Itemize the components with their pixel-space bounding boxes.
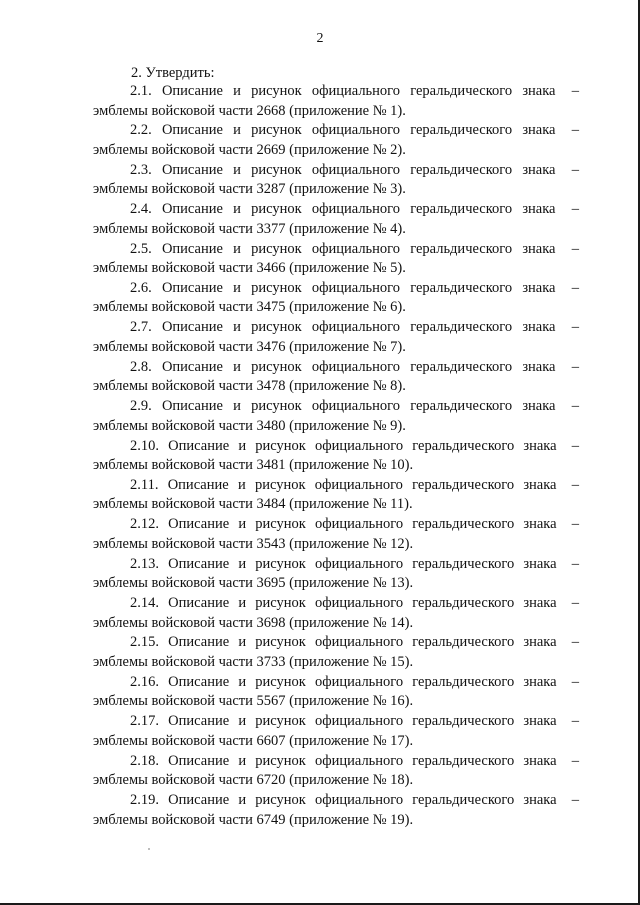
- list-item-word: официального: [311, 201, 401, 218]
- list-item-word: знака: [523, 752, 557, 769]
- list-item-word: Описание: [168, 634, 230, 651]
- list-item-second-line: эмблемы войсковой части 2668 (приложение № 1).: [93, 102, 406, 119]
- list-item-first-line: [93, 791, 579, 811]
- list-item-dash: –: [571, 240, 579, 257]
- list-item-word: рисунок: [254, 476, 306, 493]
- list-item-word: и: [233, 279, 241, 296]
- list-item-word: официального: [314, 673, 404, 690]
- list-item-word: рисунок: [251, 398, 302, 415]
- list-item-word: Описание: [161, 279, 223, 296]
- list-item: [93, 200, 579, 239]
- list-item-second-line: эмблемы войсковой части 6607 (приложение № 17).: [93, 732, 414, 749]
- list-item-dash: –: [571, 437, 579, 454]
- list-item-second-line: эмблемы войсковой части 3481 (приложение № 10).: [93, 457, 414, 474]
- list-item-word: рисунок: [255, 713, 306, 730]
- list-item-word: и: [238, 595, 247, 612]
- list-item-word: рисунок: [251, 319, 302, 336]
- list-item: [93, 594, 579, 633]
- list-item-word: рисунок: [251, 358, 302, 375]
- list-item-word: знака: [523, 437, 557, 454]
- list-item-word: и: [238, 516, 247, 533]
- list-item-word: официального: [311, 122, 401, 139]
- list-item-word: и: [233, 358, 241, 375]
- list-item-number: 2.5.: [130, 240, 152, 257]
- list-item-first-line: [93, 358, 579, 378]
- list-item-first-line: [93, 752, 579, 772]
- list-item-word: Описание: [168, 516, 230, 533]
- list-item-word: и: [233, 240, 241, 257]
- list-item-word: рисунок: [251, 279, 302, 296]
- list-item-number: 2.18.: [130, 752, 159, 769]
- list-item-first-line: [93, 318, 579, 338]
- list-item-second-line: эмблемы войсковой части 3377 (приложение № 4).: [93, 220, 406, 237]
- list-item-word: знака: [523, 713, 557, 730]
- list-item-dash: –: [571, 201, 579, 218]
- list-item-word: знака: [523, 555, 557, 572]
- list-item-word: и: [238, 713, 247, 730]
- list-item-word: и: [233, 122, 241, 139]
- list-item: [93, 476, 579, 515]
- list-item-dash: –: [571, 713, 579, 730]
- list-item-word: и: [237, 476, 246, 493]
- list-item-number: 2.19.: [130, 792, 159, 809]
- list-item-number: 2.3.: [130, 161, 152, 178]
- list-item-first-line: [93, 121, 579, 141]
- list-item-word: Описание: [161, 83, 223, 99]
- list-item-word: знака: [522, 240, 556, 257]
- list-item-word: рисунок: [255, 555, 306, 572]
- list-item-word: рисунок: [255, 673, 306, 690]
- list-item-word: геральдического: [410, 358, 513, 375]
- list-item-word: геральдического: [412, 713, 515, 730]
- list-item-dash: –: [571, 516, 579, 533]
- list-item-number: 2.10.: [130, 437, 159, 454]
- list-item-word: Описание: [168, 713, 230, 730]
- list-item-word: официального: [314, 752, 404, 769]
- list-item-word: и: [238, 752, 247, 769]
- list-item: [93, 121, 579, 160]
- list-item-dash: –: [571, 634, 579, 651]
- list-item-word: и: [238, 634, 247, 651]
- list-item-dash: –: [571, 752, 579, 769]
- list-item-dash: –: [571, 398, 579, 415]
- list-item: [93, 240, 579, 279]
- list-item-second-line: эмблемы войсковой части 5567 (приложение № 16).: [93, 693, 414, 710]
- list-item-first-line: [93, 200, 579, 220]
- list-item-dash: –: [571, 476, 579, 493]
- list-item: [93, 791, 579, 830]
- list-item-dash: –: [571, 595, 579, 612]
- list-item-word: официального: [314, 437, 404, 454]
- list-item-word: официального: [314, 476, 403, 493]
- list-item-dash: –: [571, 555, 579, 572]
- list-item-word: официального: [311, 279, 401, 296]
- list-item-word: Описание: [168, 792, 230, 809]
- list-item-word: и: [233, 83, 241, 99]
- list-item-word: геральдического: [410, 279, 513, 296]
- list-item-first-line: [93, 437, 579, 457]
- list-item-word: геральдического: [412, 752, 515, 769]
- list-item-second-line: эмблемы войсковой части 3466 (приложение № 5).: [93, 260, 406, 277]
- list-item-word: официального: [314, 516, 404, 533]
- list-item-dash: –: [571, 83, 579, 99]
- list-item-dash: –: [571, 319, 579, 336]
- list-item-word: знака: [522, 358, 556, 375]
- list-item-word: Описание: [168, 673, 230, 690]
- list-item-word: геральдического: [410, 398, 513, 415]
- list-item-first-line: [93, 633, 579, 653]
- list-item-second-line: эмблемы войсковой части 3476 (приложение № 7).: [93, 338, 406, 355]
- list-item-word: геральдического: [412, 595, 515, 612]
- list-item-second-line: эмблемы войсковой части 2669 (приложение № 2).: [93, 141, 406, 158]
- list-item-second-line: эмблемы войсковой части 3484 (приложение № 11).: [93, 496, 413, 513]
- list-item-dash: –: [571, 792, 579, 809]
- list-item: [93, 161, 579, 200]
- list-item-word: геральдического: [410, 319, 513, 336]
- list-item-number: 2.7.: [130, 319, 152, 336]
- list-item-word: Описание: [167, 476, 229, 493]
- scan-speck: [148, 848, 150, 850]
- list-item: [93, 515, 579, 554]
- list-item-number: 2.1.: [130, 83, 152, 99]
- list-item-second-line: эмблемы войсковой части 3478 (приложение № 8).: [93, 378, 406, 395]
- list-item-number: 2.13.: [130, 555, 159, 572]
- list-item-word: Описание: [161, 240, 223, 257]
- list-item-word: и: [238, 555, 247, 572]
- list-item-word: рисунок: [251, 240, 302, 257]
- list-item-word: рисунок: [255, 516, 306, 533]
- list-item: [93, 633, 579, 672]
- list-item-word: Описание: [161, 122, 223, 139]
- list-item-word: официального: [311, 398, 401, 415]
- list-item-word: геральдического: [412, 476, 515, 493]
- list-item-first-line: [93, 712, 579, 732]
- list-item-word: Описание: [161, 358, 223, 375]
- list-item-word: рисунок: [255, 752, 306, 769]
- list-item-word: геральдического: [410, 201, 513, 218]
- list-item-second-line: эмблемы войсковой части 3287 (приложение № 3).: [93, 181, 406, 198]
- list-item-word: Описание: [168, 555, 230, 572]
- list-item-second-line: эмблемы войсковой части 3698 (приложение № 14).: [93, 614, 414, 631]
- list-item: [93, 318, 579, 357]
- list-item-word: рисунок: [251, 161, 302, 178]
- list-item-first-line: [93, 673, 579, 693]
- list-item-first-line: [93, 240, 579, 260]
- list-item-word: и: [233, 398, 241, 415]
- list-item-word: Описание: [168, 437, 230, 454]
- list-item-dash: –: [571, 673, 579, 690]
- list-item-first-line: [93, 594, 579, 614]
- list-item-number: 2.16.: [130, 673, 159, 690]
- list-item-word: официального: [314, 634, 404, 651]
- list-item-word: рисунок: [255, 634, 306, 651]
- list-item-number: 2.15.: [130, 634, 159, 651]
- list-item-word: знака: [523, 595, 557, 612]
- list-item: [93, 555, 579, 594]
- list-item-word: Описание: [161, 161, 223, 178]
- list-item-word: рисунок: [251, 83, 302, 99]
- list-item-word: знака: [523, 673, 557, 690]
- list-item-number: 2.6.: [130, 279, 152, 296]
- list-item-number: 2.9.: [130, 398, 152, 415]
- list-item-word: Описание: [161, 319, 223, 336]
- list-item-word: геральдического: [412, 437, 515, 454]
- list-item-number: 2.4.: [130, 201, 152, 218]
- list-item-number: 2.14.: [130, 595, 159, 612]
- list-item-word: официального: [311, 358, 401, 375]
- list-item-word: знака: [522, 398, 556, 415]
- list-item-dash: –: [571, 161, 579, 178]
- list-item-word: геральдического: [412, 516, 515, 533]
- list-item-word: рисунок: [255, 437, 306, 454]
- list-item-word: официального: [314, 713, 404, 730]
- list-item-word: рисунок: [255, 595, 306, 612]
- list-item-word: геральдического: [410, 122, 513, 139]
- list-item-dash: –: [571, 358, 579, 375]
- list-item-word: знака: [522, 279, 556, 296]
- list-item-word: геральдического: [410, 161, 513, 178]
- approval-list: [93, 82, 579, 830]
- list-item-number: 2.17.: [130, 713, 159, 730]
- list-item-word: Описание: [161, 398, 223, 415]
- list-item-word: рисунок: [255, 792, 306, 809]
- list-item-word: знака: [523, 634, 557, 651]
- list-item: [93, 437, 579, 476]
- list-item-word: и: [238, 792, 247, 809]
- list-item-first-line: [93, 397, 579, 417]
- list-item: [93, 279, 579, 318]
- list-item-second-line: эмблемы войсковой части 3733 (приложение № 15).: [93, 653, 414, 670]
- list-item-second-line: эмблемы войсковой части 6720 (приложение № 18).: [93, 772, 414, 789]
- list-item-first-line: [93, 82, 579, 102]
- list-item-word: знака: [522, 161, 556, 178]
- list-item-second-line: эмблемы войсковой части 6749 (приложение № 19).: [93, 811, 414, 828]
- list-item-word: знака: [522, 122, 556, 139]
- list-item-word: Описание: [168, 752, 230, 769]
- list-item-word: рисунок: [251, 201, 302, 218]
- list-item-number: 2.2.: [130, 122, 152, 139]
- section-heading: 2. Утвердить:: [131, 65, 215, 81]
- list-item-word: и: [238, 437, 247, 454]
- list-item-number: 2.12.: [130, 516, 159, 533]
- list-item-dash: –: [571, 122, 579, 139]
- list-item-word: и: [238, 673, 247, 690]
- list-item-word: официального: [311, 240, 401, 257]
- list-item-word: геральдического: [410, 240, 513, 257]
- list-item: [93, 82, 579, 121]
- list-item-number: 2.8.: [130, 358, 152, 375]
- list-item-second-line: эмблемы войсковой части 3475 (приложение № 6).: [93, 299, 406, 316]
- list-item-word: официального: [314, 595, 404, 612]
- list-item: [93, 358, 579, 397]
- list-item-word: геральдического: [412, 634, 515, 651]
- list-item-word: Описание: [168, 595, 230, 612]
- list-item-word: официального: [311, 161, 401, 178]
- list-item-word: официального: [314, 792, 404, 809]
- list-item-second-line: эмблемы войсковой части 3543 (приложение № 12).: [93, 535, 414, 552]
- list-item-word: знака: [522, 201, 556, 218]
- list-item-first-line: [93, 555, 579, 575]
- list-item-first-line: [93, 279, 579, 299]
- list-item-word: геральдического: [412, 555, 515, 572]
- list-item-word: Описание: [161, 201, 223, 218]
- list-item-first-line: [93, 161, 579, 181]
- list-item-word: геральдического: [410, 83, 513, 99]
- list-item: [93, 397, 579, 436]
- list-item-word: официального: [311, 83, 401, 99]
- list-item-word: знака: [523, 792, 557, 809]
- list-item: [93, 712, 579, 751]
- page-number: 2: [316, 31, 324, 46]
- list-item-word: и: [233, 161, 241, 178]
- list-item: [93, 673, 579, 712]
- list-item-word: знака: [522, 319, 556, 336]
- list-item-word: рисунок: [251, 122, 302, 139]
- list-item-word: официального: [314, 555, 404, 572]
- list-item-word: геральдического: [412, 792, 515, 809]
- list-item-word: знака: [523, 476, 557, 493]
- list-item-second-line: эмблемы войсковой части 3480 (приложение № 9).: [93, 417, 406, 434]
- list-item: [93, 752, 579, 791]
- list-item-word: знака: [523, 516, 557, 533]
- list-item-word: знака: [522, 83, 556, 99]
- list-item-first-line: [93, 515, 579, 535]
- list-item-second-line: эмблемы войсковой части 3695 (приложение № 13).: [93, 575, 414, 592]
- list-item-word: и: [233, 319, 241, 336]
- list-item-first-line: [93, 476, 579, 496]
- list-item-dash: –: [571, 279, 579, 296]
- list-item-word: геральдического: [412, 673, 515, 690]
- list-item-number: 2.11.: [130, 476, 159, 493]
- list-item-word: официального: [311, 319, 401, 336]
- list-item-word: и: [233, 201, 241, 218]
